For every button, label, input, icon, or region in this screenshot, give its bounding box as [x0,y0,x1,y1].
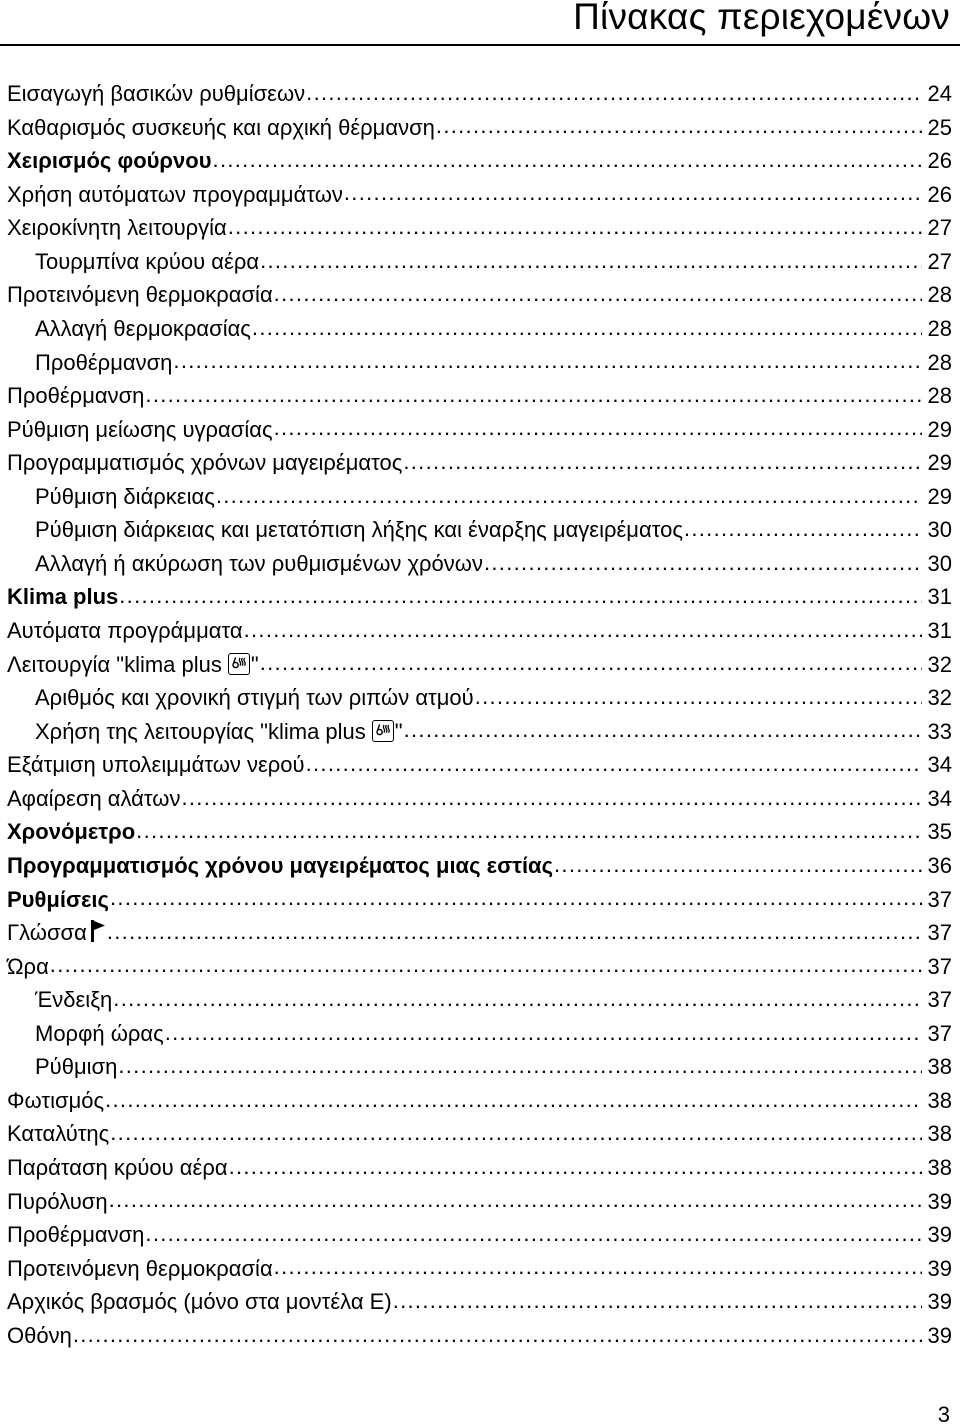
toc-entry-page: 32 [927,685,952,711]
toc-entry-label: Προθέρμανση [7,383,145,409]
dot-leader [73,1326,922,1346]
toc-entry-title [7,178,343,212]
dot-leader [110,889,922,909]
toc-entry-label: Προθέρμανση [35,349,173,375]
toc-entry-page: 36 [927,852,952,878]
toc-entry[interactable] [7,983,952,1017]
dot-leader [109,1191,922,1211]
toc-entry-title [7,1151,228,1185]
dot-leader [436,117,922,137]
dot-leader [274,1258,922,1278]
dot-leader [260,252,921,272]
toc-entry-page: 35 [927,819,952,845]
toc-entry-label: Αυτόματα προγράμματα [7,618,243,643]
dot-leader [136,822,921,842]
toc-entry-page: 38 [927,1155,952,1180]
toc-entry-label: Παράταση κρύου αέρα [7,1155,228,1180]
toc-entry-title [7,1252,273,1286]
toc-entry-label: Αλλαγή ή ακύρωση των ρυθμισμένων χρόνων [35,550,483,576]
dot-leader [165,1024,922,1044]
toc-entry[interactable] [7,1319,952,1353]
toc-entry-page: 28 [927,349,952,375]
dot-leader [306,84,921,104]
dot-leader [213,151,922,171]
dot-leader [119,587,921,607]
toc-entry[interactable] [7,1151,952,1185]
toc-entry-title [7,1017,164,1051]
dot-leader [554,856,922,876]
toc-entry-label: Klima plus [7,584,119,610]
dot-leader [216,487,922,507]
toc-entry-page: 29 [927,450,952,476]
toc-entry-label: Προθέρμανση [7,1222,145,1248]
toc-entry[interactable] [7,178,952,212]
toc-entry-page: 28 [927,383,952,409]
steam-icon [228,653,250,675]
toc-entry-label: Χρονόμετρο [7,819,136,845]
dot-leader [684,520,922,540]
toc-entry-title [7,1185,108,1219]
toc-entry[interactable] [7,413,952,447]
dot-leader [260,654,922,674]
toc-entry-title [7,1117,109,1151]
toc-entry[interactable] [7,547,952,581]
dot-leader [274,419,922,439]
toc-entry[interactable] [7,681,952,715]
toc-entry-page: 25 [927,114,952,140]
dot-leader [475,688,922,708]
toc-entry-title [7,748,305,782]
toc-entry-label: Καθαρισμός συσκευής και αρχική θέρμανση [7,114,435,140]
toc-entry[interactable] [7,648,952,682]
toc-entry[interactable] [7,1084,952,1118]
toc-entry[interactable] [7,1285,952,1319]
toc-entry-page: 24 [927,81,952,106]
toc-entry-title [7,648,259,682]
dot-leader [252,319,922,339]
toc-entry-page: 37 [927,1020,952,1046]
toc-entry-title [7,983,112,1017]
toc-entry[interactable] [7,614,952,648]
toc-entry-title [7,950,49,984]
flag-icon [90,919,106,943]
dot-leader [113,990,921,1010]
toc-entry[interactable] [7,1185,952,1219]
toc-entry[interactable] [7,1017,952,1051]
toc-entry-title [7,379,144,413]
toc-entry-title [7,815,135,849]
toc-entry[interactable] [7,312,952,346]
steam-icon [372,720,394,742]
toc-entry-label: Αριθμός και χρονική στιγμή των ριπών ατμού [35,685,474,711]
dot-leader [403,453,921,473]
table-of-contents [7,77,952,1352]
toc-entry-page: 33 [927,718,952,744]
toc-entry[interactable] [7,77,952,111]
toc-entry[interactable] [7,513,952,547]
toc-entry-label: Λειτουργία "klima plus [7,651,222,677]
toc-entry-label: Ένδειξη [35,987,113,1013]
toc-entry[interactable] [7,748,952,782]
toc-entry-title [7,1218,144,1252]
toc-entry-title [7,916,106,950]
toc-entry-label: Ρύθμιση διάρκειας [35,483,215,509]
toc-entry-title [7,446,402,480]
toc-entry-page: 39 [927,1322,952,1348]
toc-entry-title [7,111,435,145]
toc-entry-label: Προτεινόμενη θερμοκρασία [7,1255,273,1281]
toc-entry-page: 38 [927,1087,952,1113]
dot-leader [229,1158,922,1178]
toc-entry[interactable] [7,1117,952,1151]
toc-entry-title [7,1050,117,1084]
toc-entry-page: 26 [927,181,952,207]
toc-entry-label: Χρήση αυτόματων προγραμμάτων [7,181,343,207]
toc-entry-title [7,849,553,883]
toc-entry[interactable] [7,144,952,178]
toc-entry-label: Χρήση της λειτουργίας "klima plus [35,718,366,744]
toc-entry-title [7,211,227,245]
toc-entry-label: Αφαίρεση αλάτων [7,785,181,811]
toc-entry[interactable] [7,815,952,849]
toc-entry-label: Αρχικός βρασμός (μόνο στα μοντέλα Ε) [7,1289,392,1315]
toc-entry[interactable] [7,1050,952,1084]
dot-leader [484,554,922,574]
toc-entry[interactable] [7,245,952,279]
toc-entry-title [7,245,259,279]
dot-leader [393,1292,922,1312]
dot-leader [110,1124,921,1144]
toc-entry-label: Ώρα [7,953,49,979]
toc-entry-label: Οθόνη [7,1322,72,1348]
toc-entry-page: 39 [927,1188,952,1214]
toc-entry-label: Ρύθμιση διάρκειας και μετατόπιση λήξης και έναρξης μαγειρέματος [35,517,683,543]
toc-entry-title [7,77,305,111]
toc-entry-page: 37 [927,987,952,1013]
dot-leader [145,1225,921,1245]
dot-leader [244,621,922,641]
toc-entry-title [7,413,273,447]
toc-entry-page: 30 [927,517,952,543]
dot-leader [306,755,922,775]
toc-entry-page: 32 [927,651,952,677]
dot-leader [404,721,922,741]
toc-entry-label: Μορφή ώρας [35,1020,164,1046]
dot-leader [105,1091,921,1111]
toc-entry-label: Αλλαγή θερμοκρασίας [35,315,251,341]
toc-entry-label: Ρύθμιση μείωσης υγρασίας [7,416,273,442]
toc-entry-title [7,1084,104,1118]
toc-entry-page: 26 [927,148,952,174]
toc-entry-title [7,480,215,514]
page-header [0,0,960,45]
toc-entry-page: 37 [927,953,952,979]
toc-entry-page: 37 [927,886,952,912]
toc-entry-label: Προγραμματισμός χρόνων μαγειρέματος [7,450,403,476]
toc-entry[interactable] [7,480,952,514]
dot-leader [173,352,921,372]
toc-entry-label: Καταλύτης [7,1121,110,1147]
header-rule [0,44,960,46]
toc-entry-label-suffix: " [250,651,259,677]
toc-entry[interactable] [7,1252,952,1286]
toc-entry-label: Ρυθμίσεις [7,886,109,912]
toc-entry-page: 34 [927,785,952,811]
toc-entry-label: Χειροκίνητη λειτουργία [7,215,227,241]
toc-entry[interactable] [7,782,952,816]
toc-entry-label: Φωτισμός [7,1087,105,1113]
dot-leader [50,956,922,976]
toc-entry-page: 28 [927,282,952,308]
page-number: 3 [937,1402,950,1427]
dot-leader [118,1057,921,1077]
toc-entry-page: 39 [927,1255,952,1281]
toc-entry-label: Προτεινόμενη θερμοκρασία [7,282,273,308]
toc-entry[interactable] [7,111,952,145]
toc-entry[interactable] [7,278,952,312]
toc-entry[interactable] [7,1218,952,1252]
toc-entry-label-suffix: " [394,718,403,744]
toc-entry-page: 39 [927,1222,952,1248]
toc-entry[interactable] [7,883,952,917]
toc-entry-title [7,513,683,547]
toc-entry-page: 31 [927,584,952,610]
dot-leader [145,386,921,406]
dot-leader [228,218,922,238]
toc-entry-title [7,1285,392,1319]
toc-entry-page: 34 [927,752,952,778]
dot-leader [344,184,922,204]
toc-entry-label: Γλώσσα [7,920,87,946]
page-title: Πίνακας περιεχομένων [573,0,950,37]
toc-entry-label: Χειρισμός φούρνου [7,148,212,174]
toc-entry[interactable] [7,580,952,614]
toc-entry-page: 28 [927,315,952,341]
dot-leader [274,285,922,305]
toc-entry[interactable] [7,379,952,413]
toc-entry-title [7,547,483,581]
toc-entry-label: Εισαγωγή βασικών ρυθμίσεων [7,81,306,106]
toc-entry[interactable] [7,346,952,380]
toc-entry-page: 27 [927,215,952,241]
dot-leader [181,789,921,809]
toc-entry-page: 30 [927,550,952,576]
toc-entry-page: 37 [927,920,952,946]
toc-entry-label: Πυρόλυση [7,1188,108,1214]
toc-entry-page: 27 [927,248,952,274]
toc-entry-title [7,883,109,917]
toc-entry-title [7,614,243,648]
dot-leader [107,923,922,943]
toc-entry-page: 38 [927,1121,952,1147]
toc-entry-page: 39 [927,1289,952,1315]
toc-entry-title [7,580,118,614]
toc-entry-title [7,1319,72,1353]
toc-entry-title [7,144,212,178]
toc-entry[interactable] [7,950,952,984]
toc-entry-page: 38 [927,1054,952,1080]
toc-entry-page: 31 [927,618,952,643]
toc-entry-title [7,312,251,346]
toc-entry-title [7,681,474,715]
toc-entry-title [7,782,180,816]
toc-entry-label: Προγραμματισμός χρόνου μαγειρέματος μιας εστίας [7,852,554,878]
toc-entry-title [7,278,273,312]
toc-entry[interactable] [7,849,952,883]
toc-entry[interactable] [7,446,952,480]
toc-entry[interactable] [7,211,952,245]
toc-entry-title [7,346,172,380]
toc-entry-label: Ρύθμιση [35,1054,118,1080]
toc-entry-page: 29 [927,416,952,442]
toc-entry-title [7,715,403,749]
toc-entry-label: Εξάτμιση υπολειμμάτων νερού [7,752,305,778]
toc-entry[interactable] [7,715,952,749]
toc-entry-label: Τουρμπίνα κρύου αέρα [35,248,260,274]
toc-entry[interactable] [7,916,952,950]
toc-entry-page: 29 [927,483,952,509]
